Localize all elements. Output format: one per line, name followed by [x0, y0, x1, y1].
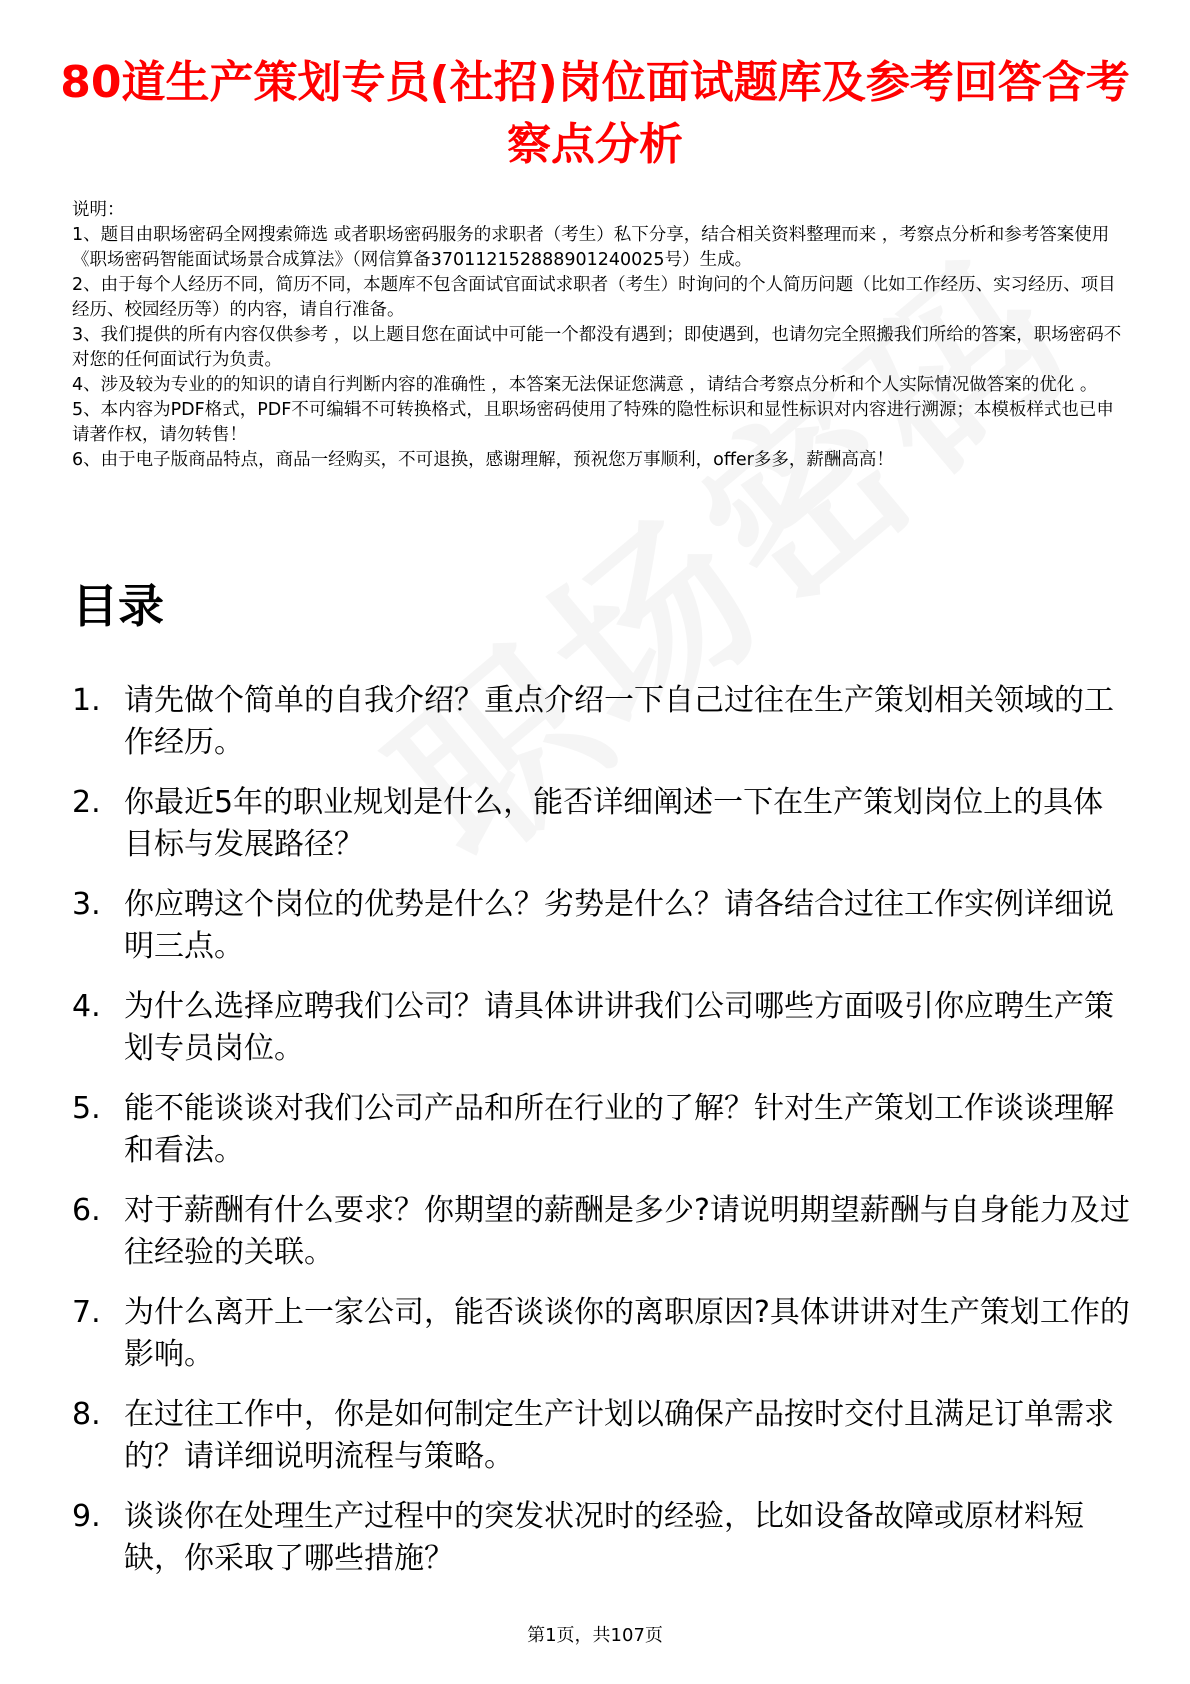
question-item [72, 1292, 1132, 1376]
question-number: 8. [72, 1397, 101, 1432]
question-text: 为什么离开上一家公司，能否谈谈你的离职原因?具体讲讲对生产策划工作的影响。 [124, 1295, 1130, 1372]
question-text: 在过往工作中，你是如何制定生产计划以确保产品按时交付且满足订单需求的？请详细说明流程与策略。 [124, 1397, 1114, 1474]
question-item [72, 884, 1132, 968]
question-text: 你最近5年的职业规划是什么，能否详细阐述一下在生产策划岗位上的具体目标与发展路径？ [124, 785, 1104, 862]
note-item: 2、由于每个人经历不同，简历不同，本题库不包含面试官面试求职者（考生）时询问的个人简历问题（比如工作经历、实习经历、项目经历、校园经历等）的内容，请自行准备。 [72, 275, 1116, 320]
question-number: 5. [72, 1091, 101, 1126]
question-number: 7. [72, 1295, 101, 1330]
note-item: 6、由于电子版商品特点，商品一经购买，不可退换，感谢理解，预祝您万事顺利，offer多多，薪酬高高！ [72, 450, 894, 470]
page-footer: 第1页，共107页 [527, 1625, 663, 1646]
question-number: 6. [72, 1193, 101, 1228]
question-item [72, 1496, 1132, 1580]
question-text: 谈谈你在处理生产过程中的突发状况时的经验，比如设备故障或原材料短缺，你采取了哪些措施？ [124, 1499, 1084, 1576]
note-item: 1、题目由职场密码全网搜索筛选 或者职场密码服务的求职者（考生）私下分享，结合相关资料整理而来 ，考察点分析和参考答案使用《职场密码智能面试场景合成算法》（网信算备370112152888901240025号）生成。 [72, 225, 1110, 270]
notes-heading: 说明： [72, 200, 125, 220]
question-number: 1. [72, 683, 101, 718]
question-item [72, 986, 1132, 1070]
question-number: 4. [72, 989, 101, 1024]
toc-heading: 目录 [72, 579, 164, 633]
question-number: 2. [72, 785, 101, 820]
note-item: 5、本内容为PDF格式，PDF不可编辑不可转换格式，且职场密码使用了特殊的隐性标识和显性标识对内容进行溯源；本模板样式也已申请著作权，请勿转售！ [72, 400, 1114, 445]
question-text: 请先做个简单的自我介绍？重点介绍一下自己过往在生产策划相关领域的工作经历。 [124, 683, 1114, 760]
note-item: 4、涉及较为专业的的知识的请自行判断内容的准确性 ，本答案无法保证您满意 ，请结合考察点分析和个人实际情况做答案的优化 。 [72, 375, 1098, 395]
question-list [72, 680, 1132, 1598]
notes-section [72, 198, 1122, 473]
question-text: 你应聘这个岗位的优势是什么？劣势是什么？请各结合过往工作实例详细说明三点。 [124, 887, 1114, 964]
question-number: 3. [72, 887, 101, 922]
question-item [72, 1190, 1132, 1274]
question-item [72, 782, 1132, 866]
question-item [72, 1088, 1132, 1172]
question-text: 能不能谈谈对我们公司产品和所在行业的了解？针对生产策划工作谈谈理解和看法。 [124, 1091, 1114, 1168]
note-item: 3、我们提供的所有内容仅供参考 ，以上题目您在面试中可能一个都没有遇到；即使遇到，也请勿完全照搬我们所给的答案，职场密码不对您的任何面试行为负责。 [72, 325, 1122, 370]
question-item [72, 680, 1132, 764]
document-title: 80道生产策划专员(社招)岗位面试题库及参考回答含考察点分析 [60, 57, 1130, 170]
question-text: 对于薪酬有什么要求？你期望的薪酬是多少?请说明期望薪酬与自身能力及过往经验的关联。 [124, 1193, 1130, 1270]
question-item [72, 1394, 1132, 1478]
question-number: 9. [72, 1499, 101, 1534]
question-text: 为什么选择应聘我们公司？请具体讲讲我们公司哪些方面吸引你应聘生产策划专员岗位。 [124, 989, 1114, 1066]
